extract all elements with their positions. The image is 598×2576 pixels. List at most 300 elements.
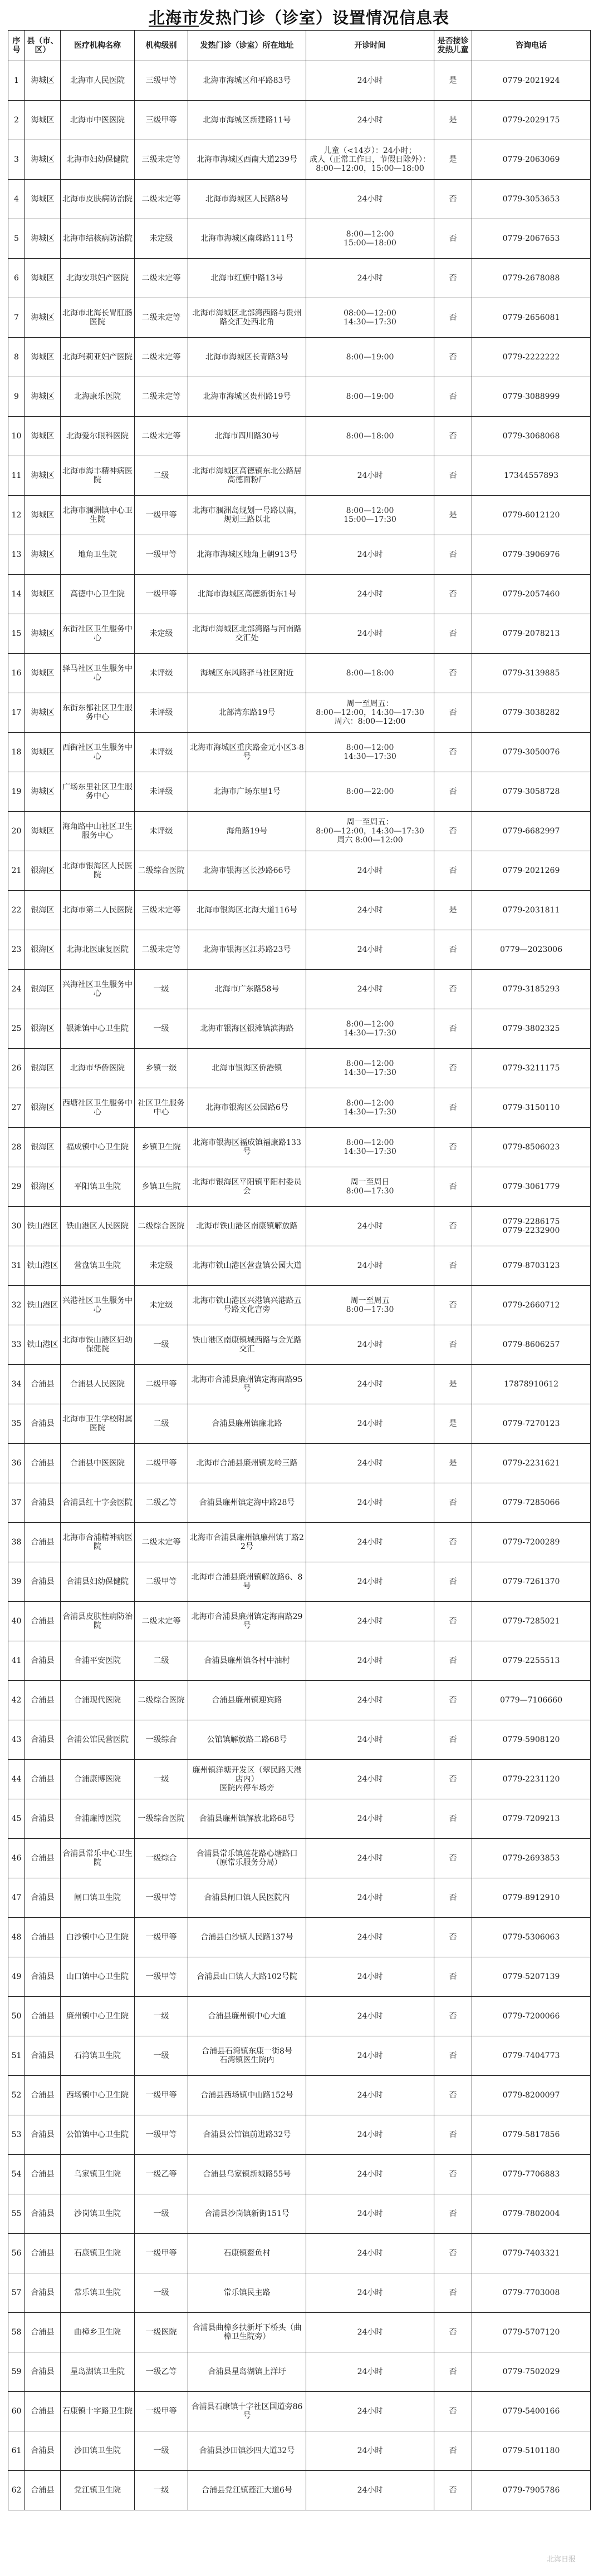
cell-address: 北海市海城区和平路83号 (188, 61, 306, 101)
cell-district: 海城区 (25, 61, 61, 101)
cell-address: 北海市铁山港区营盘镇公园大道 (188, 1246, 306, 1286)
cell-phone: 17344557893 (472, 456, 591, 496)
cell-address: 公馆镇解放路二路68号 (188, 1720, 306, 1760)
cell-children: 否 (434, 2115, 472, 2155)
cell-phone: 0779-3038282 (472, 693, 591, 733)
cell-level: 乡镇一级 (135, 1049, 188, 1088)
cell-level: 一级医院 (135, 2313, 188, 2352)
cell-phone: 0779-6012120 (472, 496, 591, 535)
cell-institution: 北海北医康复医院 (61, 930, 135, 970)
cell-phone: 0779-7706883 (472, 2155, 591, 2194)
cell-level: 二级未定等 (135, 1602, 188, 1641)
cell-institution: 铁山港区人民医院 (61, 1207, 135, 1246)
cell-hours: 24小时 (306, 2313, 434, 2352)
cell-hours: 周一至周五： 8:00—12:00，14:30—17:30 周六 8:00—12:00 (306, 812, 434, 851)
cell-children: 否 (434, 1641, 472, 1681)
table-row (8, 1207, 591, 1246)
cell-institution: 北海康乐医院 (61, 377, 135, 417)
cell-institution: 北海市北海长胃肛肠医院 (61, 298, 135, 338)
cell-institution: 白沙镇中心卫生院 (61, 1918, 135, 1957)
cell-institution: 北海市华侨医院 (61, 1049, 135, 1088)
table-row (8, 1286, 591, 1325)
cell-children: 否 (434, 259, 472, 298)
table-row (8, 180, 591, 219)
cell-index: 16 (8, 654, 25, 693)
cell-index: 42 (8, 1681, 25, 1720)
cell-index: 57 (8, 2273, 25, 2313)
cell-index: 58 (8, 2313, 25, 2352)
table-row (8, 2036, 591, 2076)
table-row (8, 259, 591, 298)
table-row (8, 298, 591, 338)
cell-hours: 24小时 (306, 2036, 434, 2076)
cell-hours: 24小时 (306, 1365, 434, 1404)
cell-institution: 党江镇卫生院 (61, 2471, 135, 2510)
cell-children: 否 (434, 1009, 472, 1049)
cell-district: 海城区 (25, 654, 61, 693)
cell-level: 一级综合 (135, 1839, 188, 1878)
cell-hours: 24小时 (306, 851, 434, 891)
cell-children: 否 (434, 1325, 472, 1365)
cell-district: 海城区 (25, 535, 61, 575)
cell-institution: 合浦平安医院 (61, 1641, 135, 1681)
cell-level: 一级甲等 (135, 575, 188, 614)
cell-institution: 北海市人民医院 (61, 61, 135, 101)
cell-level: 一级综合 (135, 1720, 188, 1760)
header-district: 县（市、区） (25, 31, 61, 61)
cell-phone: 0779-8703123 (472, 1246, 591, 1286)
cell-institution: 石康镇卫生院 (61, 2234, 135, 2273)
cell-level: 未评级 (135, 693, 188, 733)
cell-children: 是 (434, 1444, 472, 1483)
cell-phone: 0779-7703008 (472, 2273, 591, 2313)
cell-children: 否 (434, 298, 472, 338)
cell-phone: 0779-3802325 (472, 1009, 591, 1049)
cell-phone: 0779-2255513 (472, 1641, 591, 1681)
cell-address: 合浦县山口镇人大路102号院 (188, 1957, 306, 1997)
cell-district: 海城区 (25, 772, 61, 812)
cell-level: 未评级 (135, 654, 188, 693)
cell-hours: 24小时 (306, 1760, 434, 1799)
cell-phone: 0779-8506023 (472, 1128, 591, 1167)
cell-address: 北海市合浦县廉州镇龙岭三路 (188, 1444, 306, 1483)
cell-hours: 24小时 (306, 2392, 434, 2431)
cell-phone: 0779-7403321 (472, 2234, 591, 2273)
cell-district: 银海区 (25, 1088, 61, 1128)
cell-level: 一级综合医院 (135, 1799, 188, 1839)
cell-phone: 0779-3053653 (472, 180, 591, 219)
cell-phone: 0779-8912910 (472, 1878, 591, 1918)
table-row (8, 1128, 591, 1167)
cell-index: 3 (8, 140, 25, 180)
table-row (8, 1365, 591, 1404)
cell-district: 铁山港区 (25, 1207, 61, 1246)
table-row (8, 1483, 591, 1523)
cell-index: 28 (8, 1128, 25, 1167)
cell-hours: 24小时 (306, 1404, 434, 1444)
cell-index: 4 (8, 180, 25, 219)
cell-hours: 8:00—12:00 14:30—17:30 (306, 1088, 434, 1128)
cell-address: 合浦县乌家镇新城路55号 (188, 2155, 306, 2194)
cell-level: 一级甲等 (135, 2234, 188, 2273)
table-row (8, 693, 591, 733)
cell-address: 合浦县沙田镇沙四大道32号 (188, 2431, 306, 2471)
cell-children: 否 (434, 338, 472, 377)
cell-hours: 24小时 (306, 2471, 434, 2510)
cell-address: 合浦县石康镇十字社区国道旁86号 (188, 2392, 306, 2431)
cell-hours: 24小时 (306, 1997, 434, 2036)
cell-level: 一级 (135, 2431, 188, 2471)
cell-address: 合浦县常乐镇莲花路心塘路口（原常乐服务分局） (188, 1839, 306, 1878)
cell-district: 海城区 (25, 733, 61, 772)
cell-institution: 福成镇中心卫生院 (61, 1128, 135, 1167)
table-row (8, 1444, 591, 1483)
cell-phone: 0779-2231621 (472, 1444, 591, 1483)
cell-index: 19 (8, 772, 25, 812)
cell-level: 二级未定等 (135, 417, 188, 456)
cell-level: 二级未定等 (135, 259, 188, 298)
cell-institution: 山口镇中心卫生院 (61, 1957, 135, 1997)
cell-hours: 24小时 (306, 1246, 434, 1286)
cell-district: 合浦县 (25, 1641, 61, 1681)
cell-level: 一级甲等 (135, 2392, 188, 2431)
cell-children: 否 (434, 1681, 472, 1720)
cell-district: 合浦县 (25, 1760, 61, 1799)
cell-district: 银海区 (25, 891, 61, 930)
cell-district: 合浦县 (25, 1483, 61, 1523)
cell-index: 60 (8, 2392, 25, 2431)
cell-district: 海城区 (25, 338, 61, 377)
cell-level: 一级 (135, 2273, 188, 2313)
cell-hours: 24小时 (306, 1523, 434, 1562)
cell-level: 三级甲等 (135, 101, 188, 140)
cell-institution: 合浦公馆民营医院 (61, 1720, 135, 1760)
cell-address: 北海市合浦县廉州镇解放路6、8号 (188, 1562, 306, 1602)
cell-index: 49 (8, 1957, 25, 1997)
cell-children: 否 (434, 417, 472, 456)
cell-district: 合浦县 (25, 1878, 61, 1918)
cell-children: 否 (434, 2352, 472, 2392)
cell-address: 北海市海城区高德镇东北公路居高德面粉厂 (188, 456, 306, 496)
cell-index: 59 (8, 2352, 25, 2392)
cell-children: 是 (434, 496, 472, 535)
cell-hours: 24小时 (306, 535, 434, 575)
cell-phone: 0779-7209213 (472, 1799, 591, 1839)
cell-children: 是 (434, 1365, 472, 1404)
cell-hours: 周一至周五 8:00—17:30 (306, 1286, 434, 1325)
cell-institution: 地角卫生院 (61, 535, 135, 575)
cell-institution: 西街社区卫生服务中心 (61, 733, 135, 772)
cell-institution: 北海市妇幼保健院 (61, 140, 135, 180)
cell-hours: 24小时 (306, 1918, 434, 1957)
cell-hours: 08:00—12:00 14:30—17:30 (306, 298, 434, 338)
cell-address: 合浦县公馆镇前进路32号 (188, 2115, 306, 2155)
cell-children: 否 (434, 1602, 472, 1641)
cell-level: 未定级 (135, 1246, 188, 1286)
cell-hours: 8:00—12:00 14:30—17:30 (306, 733, 434, 772)
cell-index: 41 (8, 1641, 25, 1681)
cell-institution: 常乐镇卫生院 (61, 2273, 135, 2313)
table-header-row (8, 31, 591, 61)
cell-district: 铁山港区 (25, 1286, 61, 1325)
cell-hours: 8:00—19:00 (306, 377, 434, 417)
cell-district: 合浦县 (25, 1799, 61, 1839)
cell-children: 否 (434, 2036, 472, 2076)
cell-institution: 北海市银海区人民医院 (61, 851, 135, 891)
cell-district: 合浦县 (25, 1681, 61, 1720)
table-row (8, 2392, 591, 2431)
cell-district: 合浦县 (25, 2155, 61, 2194)
table-row (8, 1799, 591, 1839)
cell-level: 一级 (135, 2194, 188, 2234)
cell-level: 一级甲等 (135, 2076, 188, 2115)
cell-hours: 24小时 (306, 1483, 434, 1523)
cell-phone: 0779-2021924 (472, 61, 591, 101)
cell-hours: 24小时 (306, 970, 434, 1009)
cell-address: 北海市银海区福成镇福康路133号 (188, 1128, 306, 1167)
cell-index: 53 (8, 2115, 25, 2155)
cell-children: 否 (434, 1246, 472, 1286)
cell-hours: 24小时 (306, 180, 434, 219)
cell-phone: 0779-2656081 (472, 298, 591, 338)
cell-phone: 17878910612 (472, 1365, 591, 1404)
cell-address: 北海市合浦县廉州镇定海南路29号 (188, 1602, 306, 1641)
cell-hours: 24小时 (306, 2234, 434, 2273)
cell-hours: 24小时 (306, 2076, 434, 2115)
cell-hours: 24小时 (306, 1444, 434, 1483)
cell-phone: 0779-3211175 (472, 1049, 591, 1088)
cell-phone: 0779-7200289 (472, 1523, 591, 1562)
header-phone: 咨询电话 (472, 31, 591, 61)
cell-address: 合浦县廉州镇各村中油村 (188, 1641, 306, 1681)
cell-index: 8 (8, 338, 25, 377)
cell-hours: 24小时 (306, 1799, 434, 1839)
cell-children: 否 (434, 575, 472, 614)
cell-index: 35 (8, 1404, 25, 1444)
cell-district: 合浦县 (25, 1365, 61, 1404)
cell-district: 银海区 (25, 1167, 61, 1207)
cell-index: 11 (8, 456, 25, 496)
cell-phone: 0779-7285021 (472, 1602, 591, 1641)
cell-address: 合浦县西场镇中山路152号 (188, 2076, 306, 2115)
cell-district: 银海区 (25, 970, 61, 1009)
cell-index: 61 (8, 2431, 25, 2471)
cell-phone: 0779-2057460 (472, 575, 591, 614)
cell-district: 海城区 (25, 456, 61, 496)
cell-children: 是 (434, 101, 472, 140)
cell-district: 合浦县 (25, 1602, 61, 1641)
cell-phone: 0779—2023006 (472, 930, 591, 970)
cell-index: 46 (8, 1839, 25, 1878)
cell-index: 36 (8, 1444, 25, 1483)
cell-hours: 24小时 (306, 575, 434, 614)
cell-level: 二级 (135, 1641, 188, 1681)
cell-index: 39 (8, 1562, 25, 1602)
cell-address: 合浦县廉州镇解放北路68号 (188, 1799, 306, 1839)
table-row (8, 2352, 591, 2392)
table-row (8, 2313, 591, 2352)
table-row (8, 1009, 591, 1049)
cell-address: 合浦县沙岗镇新街151号 (188, 2194, 306, 2234)
table-row (8, 338, 591, 377)
cell-district: 海城区 (25, 180, 61, 219)
cell-index: 5 (8, 219, 25, 259)
cell-address: 北海市广东路58号 (188, 970, 306, 1009)
cell-level: 二级 (135, 1404, 188, 1444)
cell-address: 石康镇鳌鱼村 (188, 2234, 306, 2273)
table-row (8, 1760, 591, 1799)
cell-children: 否 (434, 2194, 472, 2234)
cell-district: 合浦县 (25, 1562, 61, 1602)
cell-index: 2 (8, 101, 25, 140)
cell-institution: 沙岗镇卫生院 (61, 2194, 135, 2234)
cell-hours: 24小时 (306, 61, 434, 101)
cell-district: 合浦县 (25, 2194, 61, 2234)
cell-district: 海城区 (25, 298, 61, 338)
cell-district: 海城区 (25, 140, 61, 180)
table-row (8, 891, 591, 930)
cell-hours: 24小时 (306, 1562, 434, 1602)
cell-level: 一级 (135, 1997, 188, 2036)
cell-children: 否 (434, 970, 472, 1009)
cell-phone: 0779-2660712 (472, 1286, 591, 1325)
cell-district: 海城区 (25, 693, 61, 733)
cell-level: 二级甲等 (135, 1444, 188, 1483)
cell-address: 北海市海城区西南大道239号 (188, 140, 306, 180)
cell-phone: 0779-5101180 (472, 2431, 591, 2471)
cell-children: 否 (434, 851, 472, 891)
cell-index: 55 (8, 2194, 25, 2234)
cell-children: 否 (434, 180, 472, 219)
cell-address: 合浦县曲樟乡扶新圩下桥头（曲樟卫生院旁） (188, 2313, 306, 2352)
cell-institution: 公馆镇中心卫生院 (61, 2115, 135, 2155)
cell-district: 铁山港区 (25, 1325, 61, 1365)
cell-hours: 24小时 (306, 1839, 434, 1878)
cell-address: 北海市涠洲岛规划一号路以南，规划三路以北 (188, 496, 306, 535)
cell-phone: 0779-7261370 (472, 1562, 591, 1602)
cell-hours: 8:00—19:00 (306, 338, 434, 377)
cell-district: 合浦县 (25, 1523, 61, 1562)
cell-children: 否 (434, 772, 472, 812)
cell-level: 三级甲等 (135, 61, 188, 101)
cell-phone: 0779-3050076 (472, 733, 591, 772)
cell-institution: 北海市皮肤病防治院 (61, 180, 135, 219)
cell-district: 合浦县 (25, 1839, 61, 1878)
cell-phone: 0779-3061779 (472, 1167, 591, 1207)
cell-index: 54 (8, 2155, 25, 2194)
cell-district: 海城区 (25, 812, 61, 851)
cell-institution: 北海市涠洲镇中心卫生院 (61, 496, 135, 535)
table-row (8, 2194, 591, 2234)
cell-hours: 24小时 (306, 101, 434, 140)
cell-children: 否 (434, 2076, 472, 2115)
cell-institution: 合浦廉博医院 (61, 1799, 135, 1839)
table-row (8, 614, 591, 654)
cell-index: 25 (8, 1009, 25, 1049)
cell-address: 合浦县廉州镇定海中路28号 (188, 1483, 306, 1523)
cell-address: 北海市海城区北部湾西路与贵州路交汇处西北角 (188, 298, 306, 338)
cell-level: 一级甲等 (135, 496, 188, 535)
cell-level: 二级综合医院 (135, 1207, 188, 1246)
cell-institution: 合浦县妇幼保健院 (61, 1562, 135, 1602)
table-row (8, 219, 591, 259)
cell-institution: 北海市第二人民医院 (61, 891, 135, 930)
cell-index: 51 (8, 2036, 25, 2076)
cell-hours: 周一至周日 8:00—17:30 (306, 1167, 434, 1207)
cell-hours: 8:00—12:00 14:30—17:30 (306, 1049, 434, 1088)
cell-hours: 8:00—18:00 (306, 417, 434, 456)
cell-address: 北海市铁山港区南康镇解放路 (188, 1207, 306, 1246)
cell-index: 17 (8, 693, 25, 733)
cell-district: 合浦县 (25, 1997, 61, 2036)
cell-hours: 24小时 (306, 2273, 434, 2313)
cell-institution: 合浦康博医院 (61, 1760, 135, 1799)
cell-hours: 8:00—12:00 15:00—17:30 (306, 496, 434, 535)
cell-children: 否 (434, 1088, 472, 1128)
cell-district: 海城区 (25, 614, 61, 654)
cell-index: 15 (8, 614, 25, 654)
table-row (8, 496, 591, 535)
cell-index: 12 (8, 496, 25, 535)
cell-hours: 24小时 (306, 1602, 434, 1641)
cell-level: 二级综合医院 (135, 1681, 188, 1720)
cell-children: 否 (434, 2234, 472, 2273)
cell-index: 31 (8, 1246, 25, 1286)
cell-index: 22 (8, 891, 25, 930)
cell-institution: 西场镇中心卫生院 (61, 2076, 135, 2115)
table-body (8, 61, 591, 2510)
cell-index: 47 (8, 1878, 25, 1918)
cell-address: 北海市合浦县廉州镇廉州镇丁路22号 (188, 1523, 306, 1562)
cell-hours: 8:00—22:00 (306, 772, 434, 812)
cell-index: 10 (8, 417, 25, 456)
table-row (8, 733, 591, 772)
cell-hours: 24小时 (306, 2115, 434, 2155)
cell-children: 否 (434, 456, 472, 496)
cell-hours: 24小时 (306, 1957, 434, 1997)
cell-district: 合浦县 (25, 1404, 61, 1444)
table-row (8, 456, 591, 496)
cell-children: 否 (434, 2273, 472, 2313)
cell-institution: 北海市铁山港区妇幼保健院 (61, 1325, 135, 1365)
table-row (8, 1997, 591, 2036)
cell-address: 合浦县星岛湖镇上洋圩 (188, 2352, 306, 2392)
cell-level: 一级 (135, 2471, 188, 2510)
cell-address: 海角路19号 (188, 812, 306, 851)
cell-address: 合浦县白沙镇人民路137号 (188, 1918, 306, 1957)
cell-district: 合浦县 (25, 2273, 61, 2313)
cell-level: 二级未定等 (135, 180, 188, 219)
cell-institution: 沙田镇卫生院 (61, 2431, 135, 2471)
cell-index: 40 (8, 1602, 25, 1641)
cell-address: 合浦县廉州镇中心大道 (188, 1997, 306, 2036)
cell-district: 铁山港区 (25, 1246, 61, 1286)
cell-institution: 北海市合浦精神病医院 (61, 1523, 135, 1562)
cell-phone: 0779-5207139 (472, 1957, 591, 1997)
table-row (8, 140, 591, 180)
cell-hours: 24小时 (306, 1720, 434, 1760)
cell-children: 否 (434, 1523, 472, 1562)
cell-institution: 东街东都社区卫生服务中心 (61, 693, 135, 733)
table-row (8, 1523, 591, 1562)
cell-index: 21 (8, 851, 25, 891)
header-hours: 开诊时间 (306, 31, 434, 61)
cell-index: 56 (8, 2234, 25, 2273)
cell-address: 北海市海城区高德新街东1号 (188, 575, 306, 614)
cell-address: 常乐镇民主路 (188, 2273, 306, 2313)
cell-phone: 0779-3068068 (472, 417, 591, 456)
cell-district: 海城区 (25, 417, 61, 456)
